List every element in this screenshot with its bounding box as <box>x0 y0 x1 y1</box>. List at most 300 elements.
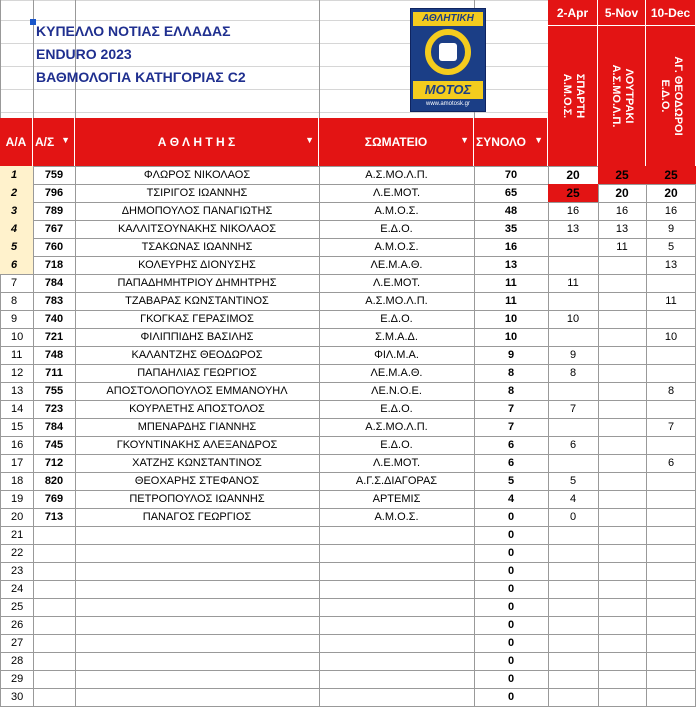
race-2-points-cell[interactable] <box>598 382 646 400</box>
race-1-points-cell[interactable] <box>548 382 598 400</box>
total-cell[interactable]: 7 <box>507 403 515 415</box>
race-3-points-cell[interactable] <box>646 562 696 580</box>
race-3-points-cell[interactable]: 10 <box>664 331 678 343</box>
athlete-name-cell[interactable] <box>75 688 319 706</box>
race-2-venue-line2: Α.Σ.ΜΟ.Λ.Π. <box>609 64 622 128</box>
race-3-points-cell[interactable] <box>646 688 696 706</box>
athlete-name-cell[interactable] <box>75 634 319 652</box>
race-3-venue[interactable] <box>646 26 696 166</box>
athlete-name-cell[interactable]: ΚΑΛΛΙΤΣΟΥΝΑΚΗΣ ΝΙΚΟΛΑΟΣ <box>117 223 277 235</box>
table-row[interactable] <box>0 346 696 364</box>
table-row[interactable] <box>0 472 696 490</box>
race-1-venue-line1: ΣΠΑΡΤΗ <box>573 73 586 119</box>
athlete-name-cell[interactable]: ΚΟΛΕΥΡΗΣ ΔΙΟΝΥΣΗΣ <box>138 259 256 271</box>
race-2-points-cell[interactable]: 16 <box>615 205 629 217</box>
race-2-points-cell[interactable] <box>598 688 646 706</box>
rank-cell[interactable]: 27 <box>11 637 24 649</box>
club-cell[interactable] <box>319 670 474 688</box>
race-2-date[interactable]: 5-Nov <box>598 0 646 26</box>
race-2-points-cell[interactable] <box>598 436 646 454</box>
athlete-name-cell[interactable] <box>75 652 319 670</box>
table-row[interactable] <box>0 256 696 274</box>
table-row[interactable] <box>0 238 696 256</box>
total-cell[interactable]: 8 <box>507 385 515 397</box>
race-3-points-cell[interactable] <box>646 670 696 688</box>
race-2-points-cell[interactable] <box>598 670 646 688</box>
race-1-points-cell[interactable]: 8 <box>569 367 577 379</box>
total-cell[interactable]: 10 <box>504 331 518 343</box>
club-cell[interactable] <box>319 652 474 670</box>
race-1-points-cell[interactable] <box>548 526 598 544</box>
athlete-name-cell[interactable]: ΠΕΤΡΟΠΟΥΛΟΣ ΙΩΑΝΝΗΣ <box>129 493 265 505</box>
total-cell[interactable]: 6 <box>507 457 515 469</box>
club-cell[interactable] <box>319 544 474 562</box>
club-cell[interactable] <box>319 634 474 652</box>
table-row[interactable] <box>0 454 696 472</box>
table-row[interactable] <box>0 292 696 310</box>
filter-icon[interactable]: ▼ <box>61 135 70 145</box>
race-2-points-cell[interactable] <box>598 328 646 346</box>
race-3-points-cell[interactable] <box>646 436 696 454</box>
total-cell[interactable]: 65 <box>504 187 518 199</box>
race-number-cell[interactable]: 783 <box>44 295 64 307</box>
race-3-points-cell[interactable] <box>646 652 696 670</box>
race-number-cell[interactable] <box>33 598 75 616</box>
race-2-points-cell[interactable] <box>598 292 646 310</box>
race-1-points-cell[interactable] <box>548 634 598 652</box>
rank-cell[interactable]: 19 <box>11 493 24 505</box>
race-2-points-cell[interactable] <box>598 310 646 328</box>
race-3-points-cell[interactable]: 11 <box>665 295 677 307</box>
table-row[interactable] <box>0 382 696 400</box>
race-number-cell[interactable]: 740 <box>44 313 64 325</box>
club-cell[interactable]: Ε.Δ.Ο. <box>380 439 413 451</box>
total-cell[interactable]: 0 <box>507 601 515 613</box>
race-2-points-cell[interactable] <box>598 400 646 418</box>
title-line-3[interactable]: ΒΑΘΜΟΛΟΓΙΑ ΚΑΤΗΓΟΡΙΑΣ C2 <box>36 69 246 85</box>
athlete-name-cell[interactable]: ΓΚΟΥΝΤΙΝΑΚΗΣ ΑΛΕΞΑΝΔΡΟΣ <box>116 439 278 451</box>
club-cell[interactable]: Λ.Ε.ΜΟΤ. <box>372 277 421 289</box>
table-row[interactable] <box>0 184 696 202</box>
table-row[interactable] <box>0 526 696 544</box>
rank-cell[interactable]: 11 <box>11 349 23 361</box>
race-1-points-cell[interactable] <box>548 454 598 472</box>
rank-cell[interactable]: 16 <box>11 439 24 451</box>
total-cell[interactable]: 16 <box>504 241 518 253</box>
race-1-points-cell[interactable] <box>548 598 598 616</box>
race-3-points-cell[interactable]: 7 <box>667 421 675 433</box>
race-number-cell[interactable]: 784 <box>44 277 64 289</box>
total-cell[interactable]: 11 <box>505 295 517 307</box>
race-1-points-cell[interactable] <box>548 256 598 274</box>
race-1-points-cell[interactable]: 6 <box>569 439 577 451</box>
filter-icon[interactable]: ▼ <box>460 135 469 145</box>
race-1-points-cell[interactable]: 13 <box>566 223 580 235</box>
race-3-points-cell[interactable]: 13 <box>664 259 678 271</box>
race-number-cell[interactable]: 748 <box>44 349 64 361</box>
race-2-points-cell[interactable] <box>598 364 646 382</box>
table-row[interactable] <box>0 634 696 652</box>
race-number-cell[interactable]: 759 <box>44 169 64 181</box>
race-3-points-cell[interactable]: 9 <box>667 223 675 235</box>
filter-icon[interactable]: ▼ <box>534 135 543 145</box>
race-2-points-cell[interactable] <box>598 634 646 652</box>
athlete-name-cell[interactable]: ΔΗΜΟΠΟΥΛΟΣ ΠΑΝΑΓΙΩΤΗΣ <box>121 205 273 217</box>
race-number-cell[interactable]: 755 <box>44 385 64 397</box>
rank-cell[interactable]: 4 <box>0 220 33 238</box>
club-cell[interactable]: Α.Μ.Ο.Σ. <box>374 511 419 523</box>
table-row[interactable] <box>0 418 696 436</box>
rank-cell[interactable]: 15 <box>11 421 24 433</box>
club-cell[interactable]: ΑΡΤΕΜΙΣ <box>372 493 421 505</box>
race-number-cell[interactable] <box>33 544 75 562</box>
total-cell[interactable]: 0 <box>507 673 515 685</box>
race-number-cell[interactable]: 820 <box>44 475 64 487</box>
table-row[interactable] <box>0 220 696 238</box>
race-1-points-cell[interactable] <box>548 418 598 436</box>
race-2-points-cell[interactable] <box>598 346 646 364</box>
race-3-venue-line1: ΑΓ. ΘΕΟΔΩΡΟΙ <box>671 56 684 136</box>
race-3-points-cell[interactable] <box>646 598 696 616</box>
rank-cell[interactable]: 22 <box>11 547 24 559</box>
race-number-cell[interactable] <box>33 652 75 670</box>
race-1-points-cell[interactable] <box>548 544 598 562</box>
athlete-name-cell[interactable] <box>75 580 319 598</box>
athlete-name-cell[interactable] <box>75 526 319 544</box>
race-2-venue-line1: ΛΟΥΤΡΑΚΙ <box>622 68 635 124</box>
race-number-cell[interactable]: 711 <box>45 367 63 379</box>
race-2-points-cell[interactable] <box>598 508 646 526</box>
total-cell[interactable]: 0 <box>507 511 515 523</box>
club-cell[interactable]: Λ.Ε.ΜΟΤ. <box>372 457 421 469</box>
athlete-name-cell[interactable]: ΧΑΤΖΗΣ ΚΩΝΣΤΑΝΤΙΝΟΣ <box>132 457 262 469</box>
total-cell[interactable]: 9 <box>507 349 515 361</box>
club-cell[interactable] <box>319 616 474 634</box>
table-row[interactable] <box>0 670 696 688</box>
race-number-cell[interactable]: 723 <box>44 403 64 415</box>
race-1-points-cell[interactable]: 0 <box>569 511 577 523</box>
race-3-points-cell[interactable] <box>646 400 696 418</box>
race-2-points-cell[interactable] <box>598 652 646 670</box>
race-1-venue[interactable] <box>548 26 598 166</box>
header-club[interactable] <box>319 118 474 166</box>
club-cell[interactable]: ΛΕ.Ν.Ο.Ε. <box>371 385 422 397</box>
table-row[interactable] <box>0 202 696 220</box>
athlete-name-cell[interactable]: ΠΑΠΑΗΛΙΑΣ ΓΕΩΡΓΙΟΣ <box>137 367 257 379</box>
rank-cell[interactable]: 26 <box>11 619 24 631</box>
athlete-name-cell[interactable] <box>75 598 319 616</box>
table-row[interactable] <box>0 598 696 616</box>
rank-cell[interactable]: 7 <box>11 277 18 289</box>
race-number-cell[interactable]: 713 <box>44 511 64 523</box>
club-cell[interactable]: Α.Σ.ΜΟ.Λ.Π. <box>365 295 428 307</box>
logo-bottom-text: ΜΟΤΟΣ <box>413 81 483 99</box>
race-3-points-cell[interactable]: 16 <box>664 205 678 217</box>
race-1-points-cell[interactable]: 25 <box>548 184 598 202</box>
club-cell[interactable]: Ε.Δ.Ο. <box>380 403 413 415</box>
total-cell[interactable]: 48 <box>504 205 518 217</box>
race-2-points-cell[interactable] <box>598 472 646 490</box>
club-cell[interactable] <box>319 562 474 580</box>
race-3-points-cell[interactable] <box>646 472 696 490</box>
total-cell[interactable]: 11 <box>505 277 517 289</box>
athlete-name-cell[interactable]: ΤΣΑΚΩΝΑΣ ΙΩΑΝΝΗΣ <box>141 241 253 253</box>
rank-cell[interactable]: 13 <box>11 385 24 397</box>
header-aa-label: Α/Α <box>5 135 27 149</box>
club-cell[interactable]: Α.Σ.ΜΟ.Λ.Π. <box>365 169 428 181</box>
race-number-cell[interactable]: 789 <box>44 205 64 217</box>
club-cell[interactable]: Ε.Δ.Ο. <box>380 313 413 325</box>
race-number-cell[interactable]: 718 <box>44 259 64 271</box>
race-number-cell[interactable]: 745 <box>44 439 64 451</box>
table-row[interactable] <box>0 310 696 328</box>
club-cell[interactable]: Λ.Ε.ΜΟΤ. <box>372 187 421 199</box>
total-cell[interactable]: 0 <box>507 655 515 667</box>
athlete-name-cell[interactable]: ΦΙΛΙΠΠΙΔΗΣ ΒΑΣΙΛΗΣ <box>140 331 254 343</box>
logo-ring-icon <box>425 29 471 75</box>
rank-cell[interactable]: 21 <box>11 529 24 541</box>
athlete-name-cell[interactable]: ΘΕΟΧΑΡΗΣ ΣΤΕΦΑΝΟΣ <box>134 475 260 487</box>
race-3-points-cell[interactable]: 6 <box>667 457 675 469</box>
race-3-points-cell[interactable]: 8 <box>667 385 675 397</box>
table-row[interactable] <box>0 616 696 634</box>
race-3-points-cell[interactable] <box>646 616 696 634</box>
total-cell[interactable]: 35 <box>504 223 518 235</box>
race-number-cell[interactable]: 796 <box>44 187 64 199</box>
race-1-points-cell[interactable] <box>548 238 598 256</box>
filter-icon[interactable]: ▼ <box>305 135 314 145</box>
table-row[interactable] <box>0 652 696 670</box>
race-2-points-cell[interactable] <box>598 598 646 616</box>
race-3-points-cell[interactable] <box>646 580 696 598</box>
rank-cell[interactable]: 24 <box>11 583 24 595</box>
total-cell[interactable]: 0 <box>507 529 515 541</box>
race-1-points-cell[interactable] <box>548 616 598 634</box>
rank-cell[interactable]: 6 <box>0 256 33 274</box>
logo-url: www.amotosk.gr <box>425 101 470 107</box>
race-3-points-cell[interactable] <box>646 634 696 652</box>
club-cell[interactable] <box>319 580 474 598</box>
race-1-points-cell[interactable] <box>548 670 598 688</box>
race-3-points-cell[interactable] <box>646 310 696 328</box>
rank-cell[interactable]: 10 <box>11 331 24 343</box>
club-cell[interactable]: ΛΕ.Μ.Α.Θ. <box>370 259 423 271</box>
race-1-points-cell[interactable]: 16 <box>566 205 580 217</box>
rank-cell[interactable]: 2 <box>0 184 33 202</box>
total-cell[interactable]: 7 <box>507 421 515 433</box>
total-cell[interactable]: 5 <box>507 475 515 487</box>
total-cell[interactable]: 0 <box>507 583 515 595</box>
race-2-points-cell[interactable]: 11 <box>616 241 628 253</box>
race-1-points-cell[interactable]: 7 <box>569 403 577 415</box>
header-aa[interactable] <box>0 118 33 166</box>
total-cell[interactable]: 0 <box>507 547 515 559</box>
race-2-points-cell[interactable]: 25 <box>598 166 646 184</box>
race-1-points-cell[interactable] <box>548 580 598 598</box>
athlete-name-cell[interactable]: ΚΟΥΡΛΕΤΗΣ ΑΠΟΣΤΟΛΟΣ <box>129 403 265 415</box>
athlete-name-cell[interactable]: ΤΖΑΒΑΡΑΣ ΚΩΝΣΤΑΝΤΙΝΟΣ <box>125 295 269 307</box>
rank-cell[interactable]: 25 <box>11 601 24 613</box>
race-2-points-cell[interactable] <box>598 274 646 292</box>
race-3-points-cell[interactable] <box>646 508 696 526</box>
race-number-cell[interactable] <box>33 688 75 706</box>
athlete-name-cell[interactable]: ΚΑΛΑΝΤΖΗΣ ΘΕΟΔΩΡΟΣ <box>131 349 263 361</box>
race-number-cell[interactable]: 760 <box>44 241 64 253</box>
header-athlete[interactable] <box>75 118 319 166</box>
race-3-points-cell[interactable] <box>646 274 696 292</box>
club-cell[interactable]: Σ.Μ.Α.Δ. <box>375 331 418 343</box>
race-number-cell[interactable]: 721 <box>44 331 64 343</box>
table-row[interactable] <box>0 544 696 562</box>
club-cell[interactable]: ΛΕ.Μ.Α.Θ. <box>370 367 423 379</box>
race-1-points-cell[interactable] <box>548 562 598 580</box>
club-cell[interactable]: Α.Σ.ΜΟ.Λ.Π. <box>365 421 428 433</box>
header-total[interactable] <box>474 118 548 166</box>
title-line-2[interactable]: ENDURO 2023 <box>36 46 132 62</box>
race-number-cell[interactable]: 784 <box>44 421 64 433</box>
club-cell[interactable] <box>319 688 474 706</box>
race-2-points-cell[interactable] <box>598 562 646 580</box>
race-number-cell[interactable] <box>33 580 75 598</box>
race-1-points-cell[interactable]: 11 <box>567 277 579 289</box>
table-row[interactable] <box>0 508 696 526</box>
header-as[interactable] <box>33 118 75 166</box>
table-row[interactable] <box>0 688 696 706</box>
total-cell[interactable]: 0 <box>507 691 515 703</box>
race-1-points-cell[interactable] <box>548 328 598 346</box>
race-2-points-cell[interactable] <box>598 454 646 472</box>
race-1-points-cell[interactable]: 4 <box>569 493 577 505</box>
race-2-points-cell[interactable] <box>598 526 646 544</box>
total-cell[interactable]: 10 <box>504 313 518 325</box>
header-as-label: Α/Σ <box>35 135 55 149</box>
rank-cell[interactable]: 12 <box>11 367 24 379</box>
athlete-name-cell[interactable]: ΠΑΠΑΔΗΜΗΤΡΙΟΥ ΔΗΜΗΤΡΗΣ <box>117 277 277 289</box>
club-cell[interactable] <box>319 526 474 544</box>
athlete-name-cell[interactable]: ΦΛΩΡΟΣ ΝΙΚΟΛΑΟΣ <box>143 169 251 181</box>
rank-cell[interactable]: 17 <box>11 457 24 469</box>
race-1-points-cell[interactable]: 10 <box>566 313 580 325</box>
rank-cell[interactable]: 8 <box>11 295 18 307</box>
athlete-name-cell[interactable]: ΓΚΟΓΚΑΣ ΓΕΡΑΣΙΜΟΣ <box>140 313 254 325</box>
race-2-points-cell[interactable] <box>598 616 646 634</box>
table-row[interactable] <box>0 580 696 598</box>
rank-cell[interactable]: 20 <box>11 511 24 523</box>
athlete-name-cell[interactable]: ΠΑΝΑΓΟΣ ΓΕΩΡΓΙΟΣ <box>142 511 252 523</box>
race-2-venue[interactable] <box>598 26 646 166</box>
title-block <box>32 20 322 89</box>
race-number-cell[interactable]: 769 <box>44 493 64 505</box>
table-row[interactable] <box>0 274 696 292</box>
athlete-name-cell[interactable]: ΤΣΙΡΙΓΟΣ ΙΩΑΝΝΗΣ <box>146 187 248 199</box>
race-2-points-cell[interactable]: 13 <box>615 223 629 235</box>
race-3-points-cell[interactable]: 5 <box>667 241 675 253</box>
race-3-points-cell[interactable] <box>646 544 696 562</box>
race-1-points-cell[interactable]: 9 <box>569 349 577 361</box>
rank-cell[interactable]: 18 <box>11 475 24 487</box>
athlete-name-cell[interactable] <box>75 616 319 634</box>
athlete-name-cell[interactable] <box>75 670 319 688</box>
table-row[interactable] <box>0 562 696 580</box>
race-1-points-cell[interactable] <box>548 652 598 670</box>
race-1-points-cell[interactable]: 5 <box>569 475 577 487</box>
table-row[interactable] <box>0 436 696 454</box>
race-number-cell[interactable] <box>33 670 75 688</box>
athlete-name-cell[interactable]: ΑΠΟΣΤΟΛΟΠΟΥΛΟΣ ΕΜΜΑΝΟΥΗΛ <box>106 385 288 397</box>
total-cell[interactable]: 0 <box>507 619 515 631</box>
club-cell[interactable]: ΦΙΛ.Μ.Α. <box>374 349 419 361</box>
rank-cell[interactable]: 14 <box>11 403 24 415</box>
race-1-points-cell[interactable] <box>548 688 598 706</box>
table-row[interactable] <box>0 166 696 184</box>
rank-cell[interactable]: 23 <box>11 565 24 577</box>
club-cell[interactable] <box>319 598 474 616</box>
club-cell[interactable]: Α.Μ.Ο.Σ. <box>374 205 419 217</box>
race-2-points-cell[interactable]: 20 <box>615 186 629 200</box>
race-2-points-cell[interactable] <box>598 580 646 598</box>
rank-cell[interactable]: 30 <box>11 691 24 703</box>
total-cell[interactable]: 6 <box>507 439 515 451</box>
race-3-points-cell[interactable]: 25 <box>646 166 696 184</box>
rank-cell[interactable]: 3 <box>0 202 33 220</box>
club-cell[interactable]: Ε.Δ.Ο. <box>380 223 413 235</box>
header-club-label: ΣΩΜΑΤΕΙΟ <box>364 135 428 149</box>
total-cell[interactable]: 70 <box>504 169 518 181</box>
race-number-cell[interactable]: 767 <box>44 223 64 235</box>
race-1-points-cell[interactable]: 20 <box>566 168 580 182</box>
race-3-points-cell[interactable] <box>646 490 696 508</box>
race-2-points-cell[interactable] <box>598 256 646 274</box>
race-number-cell[interactable] <box>33 526 75 544</box>
club-cell[interactable]: Α.Μ.Ο.Σ. <box>374 241 419 253</box>
athlitiki-motos-logo <box>410 8 486 112</box>
race-1-date[interactable]: 2-Apr <box>548 0 598 26</box>
race-2-points-cell[interactable] <box>598 490 646 508</box>
race-3-date[interactable]: 10-Dec <box>646 0 696 26</box>
table-row[interactable] <box>0 364 696 382</box>
race-3-points-cell[interactable] <box>646 364 696 382</box>
rank-cell[interactable]: 28 <box>11 655 24 667</box>
rank-cell[interactable]: 9 <box>11 313 18 325</box>
table-row[interactable] <box>0 490 696 508</box>
total-cell[interactable]: 13 <box>504 259 518 271</box>
rank-cell[interactable]: 1 <box>0 166 33 184</box>
table-row[interactable] <box>0 328 696 346</box>
rank-cell[interactable]: 29 <box>11 673 24 685</box>
race-number-cell[interactable] <box>33 634 75 652</box>
race-3-points-cell[interactable] <box>646 346 696 364</box>
rank-cell[interactable]: 5 <box>0 238 33 256</box>
total-cell[interactable]: 0 <box>507 565 515 577</box>
race-number-cell[interactable] <box>33 616 75 634</box>
total-cell[interactable]: 4 <box>507 493 515 505</box>
race-2-points-cell[interactable] <box>598 418 646 436</box>
athlete-name-cell[interactable] <box>75 562 319 580</box>
club-cell[interactable]: Α.Γ.Σ.ΔΙΑΓΟΡΑΣ <box>355 475 438 487</box>
athlete-name-cell[interactable] <box>75 544 319 562</box>
race-1-points-cell[interactable] <box>548 292 598 310</box>
total-cell[interactable]: 0 <box>507 637 515 649</box>
race-3-points-cell[interactable] <box>646 526 696 544</box>
title-line-1[interactable]: ΚΥΠΕΛΛΟ ΝΟΤΙΑΣ ΕΛΛΑΔΑΣ <box>36 23 231 39</box>
total-cell[interactable]: 8 <box>507 367 515 379</box>
race-2-points-cell[interactable] <box>598 544 646 562</box>
race-3-points-cell[interactable]: 20 <box>664 186 678 200</box>
race-number-cell[interactable] <box>33 562 75 580</box>
athlete-name-cell[interactable]: ΜΠΕΝΑΡΔΗΣ ΓΙΑΝΝΗΣ <box>137 421 257 433</box>
race-number-cell[interactable]: 712 <box>44 457 64 469</box>
table-row[interactable] <box>0 400 696 418</box>
